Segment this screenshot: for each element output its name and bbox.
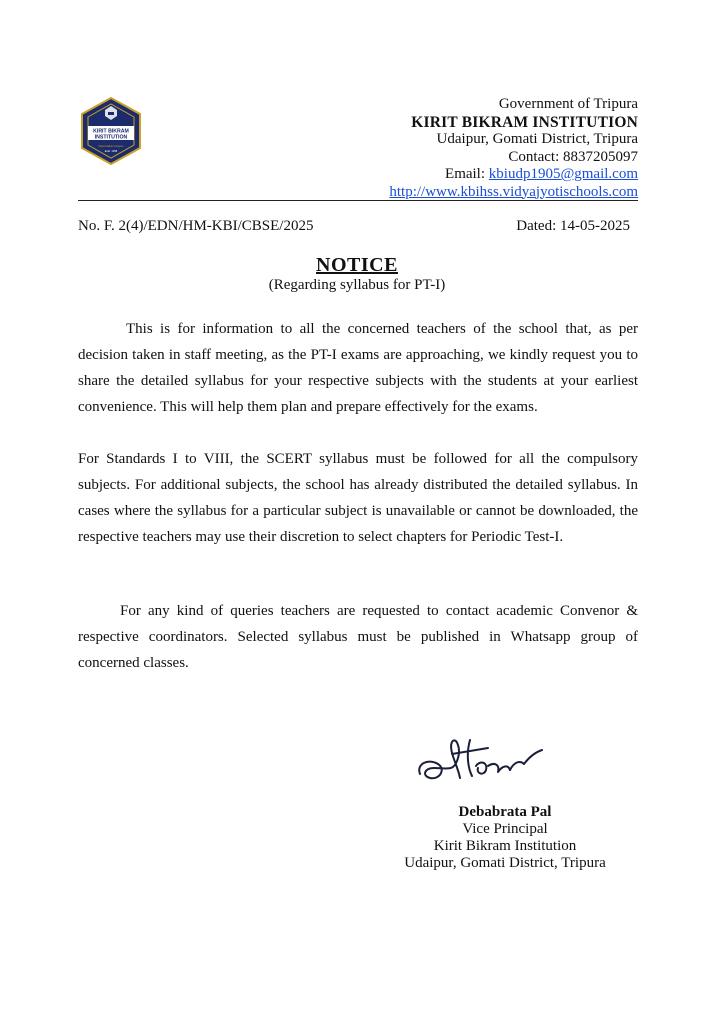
school-logo [78, 96, 144, 166]
reference-number: No. F. 2(4)/EDN/HM-KBI/CBSE/2025 [78, 218, 314, 234]
website-link[interactable]: http://www.kbihss.vidyajyotischools.com [389, 183, 638, 200]
signatory-block [380, 804, 630, 872]
institution-name: KIRIT BIKRAM INSTITUTION [411, 113, 638, 131]
notice-date: Dated: 14-05-2025 [516, 218, 630, 234]
header-divider [78, 200, 638, 201]
body-paragraph-1: This is for information to all the concerned teachers of the school that, as per decision taken in staff meeting, as the PT-I exams are approaching, we kindly request you to share the detailed syllabus for your respective subjects with the students at your earliest convenience. This will help them plan and prepare effectively for the exams. [78, 321, 638, 415]
logo-motto: Vidya Dadati Vinayam [98, 145, 124, 148]
signatory-designation: Vice Principal [462, 821, 548, 837]
body-paragraph-3: For any kind of queries teachers are requested to contact academic Convenor & respective coordinators. Selected syllabus must be published in Whatsapp group of concerned classes. [78, 603, 638, 671]
contact-number: 8837205097 [563, 148, 638, 165]
letterhead [389, 96, 638, 201]
notice-subtitle: (Regarding syllabus for PT-I) [268, 277, 446, 293]
email-line [389, 166, 638, 184]
contact-line [389, 149, 638, 167]
logo-estd: Estd. 1958 [104, 150, 118, 153]
website-line [389, 184, 638, 202]
logo-text-line2: INSTITUTION [94, 134, 128, 141]
email-label: Email: [445, 166, 486, 182]
body-paragraph-2: For Standards I to VIII, the SCERT syllabus must be followed for all the compulsory subjects. For additional subjects, the school has already distributed the detailed syllabus. In cases where the syllabus for a particular subject is unavailable or cannot be downloaded, the respective teachers may use their discretion to select chapters for Periodic Test-I. [78, 451, 638, 545]
handwritten-signature [414, 728, 550, 798]
institution-address: Udaipur, Gomati District, Tripura [436, 131, 638, 147]
notice-title: NOTICE [316, 254, 398, 276]
contact-label: Contact: [508, 148, 560, 165]
government-line: Government of Tripura [498, 96, 638, 112]
email-link[interactable]: kbiudp1905@gmail.com [488, 166, 638, 182]
logo-text-line1: KIRIT BIKRAM [93, 128, 129, 135]
signatory-name: Debabrata Pal [458, 804, 552, 820]
signatory-institution: Kirit Bikram Institution [433, 838, 577, 854]
signatory-address: Udaipur, Gomati District, Tripura [404, 855, 606, 871]
